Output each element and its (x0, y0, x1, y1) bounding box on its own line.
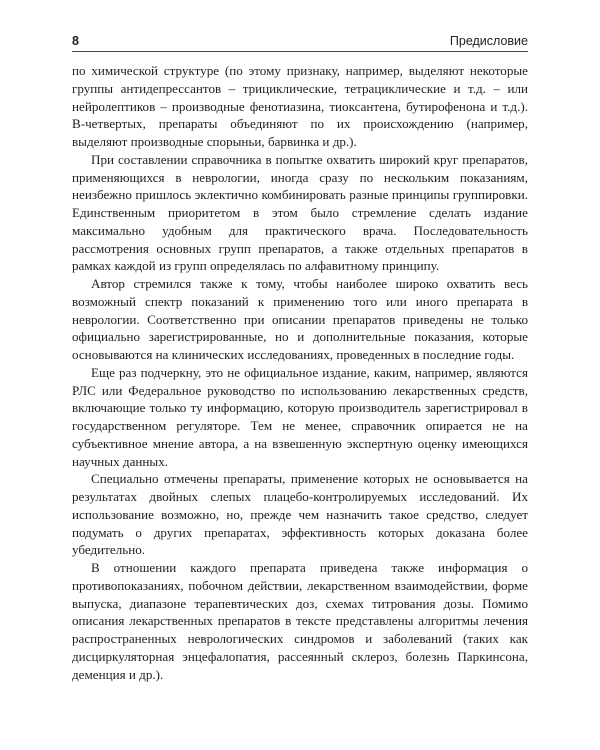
paragraph: В отношении каждого препарата приведена также информация о противопоказаниях, побочном действии, лекарственном взаимодействии, форме выпуска, диапазоне терапевтических доз, схемах титрования дозы. Помимо описания лекарственных препаратов в тексте представлены алгоритмы лечения распространенных неврологических синдромов и заболеваний (таких как дисциркуляторная энцефалопатия, рассеянный склероз, болезнь Паркинсона, деменция и др.). (72, 560, 528, 682)
body-text (72, 62, 528, 683)
running-title: Предисловие (449, 34, 528, 48)
paragraph-continued: по химической структуре (по этому признаку, например, выделяют некоторые группы антидепрессантов – трициклические, тетрациклические и т.д. – или нейролептиков – производные фенотиазина, тиоксантена, бутирофенона и т.д.). В-четвертых, препараты объединяют по их происхождению (например, выделяют производные спорыньи, барвинка и др.). (72, 63, 528, 149)
paragraph: Автор стремился также к тому, чтобы наиболее широко охватить весь возможный спектр показаний к применению того или иного препарата в неврологии. Соответственно при описании препаратов приведены не только официально зарегистрированные, но и дополнительные показания, которые основываются на клинических исследованиях, проведенных в последние годы. (72, 276, 528, 362)
page-header (72, 30, 528, 52)
paragraph: Специально отмечены препараты, применение которых не основывается на результатах двойных слепых плацебо-контролируемых исследований. Их использование возможно, но, прежде чем назначить такое средство, следует подумать о других препаратах, эффективность которых доказана более убедительно. (72, 471, 528, 558)
paragraph: При составлении справочника в попытке охватить широкий круг препаратов, применяющихся в неврологии, иногда сразу по нескольким показаниям, неизбежно пришлось эклектично комбинировать разные принципы группировки. Единственным приоритетом в этом было стремление сделать издание максимально удобным для практического врача. Последовательность рассмотрения основных групп препаратов, а также отдельных препаратов в рамках каждой из групп определялась по алфавитному принципу. (72, 151, 528, 274)
paragraph: Еще раз подчеркну, это не официальное издание, каким, например, являются РЛС или Федеральное руководство по использованию лекарственных средств, включающие только ту информацию, которую производитель зарегистрировал в государственном регуляторе. Тем не менее, справочник опирается не на субъективное мнение автора, а на взвешенную экспертную оценку имеющихся научных данных. (72, 364, 528, 469)
page-number: 8 (72, 34, 79, 48)
